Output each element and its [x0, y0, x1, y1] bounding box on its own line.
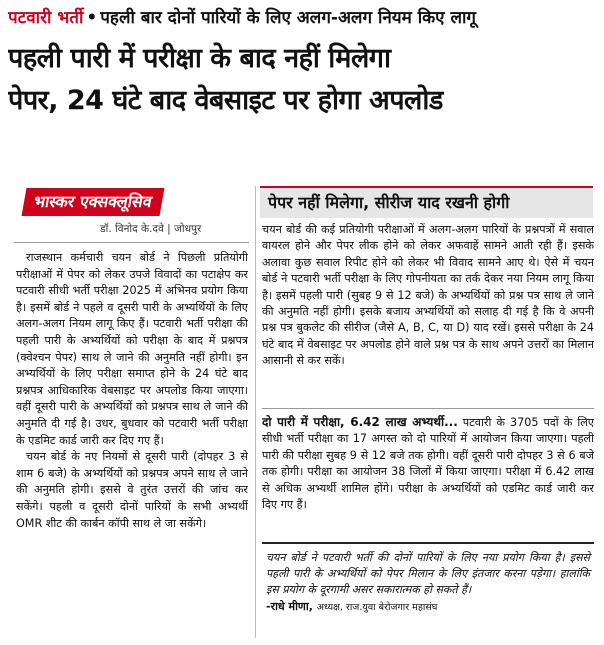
- quote-author: -राधे मीणा,: [266, 600, 313, 613]
- headline-line-1: पहली पारी में परीक्षा के बाद नहीं मिलेगा: [8, 43, 391, 74]
- quote-box: [262, 542, 594, 645]
- right-divider: [262, 408, 594, 409]
- quote-author-line: [262, 599, 594, 614]
- right-column-1: [262, 222, 594, 404]
- left-column: [16, 250, 248, 638]
- kicker-line: [8, 4, 598, 32]
- left-paragraph-2: चयन बोर्ड के नए नियमों से दूसरी पारी (दोपहर 3 से शाम 6 बजे) के अभ्यर्थियों को प्रश्नपत्र अपने साथ ले जाने की अनुमति होगी। इससे वे तुरंत उत्तरों की जांच कर सकेंगे। पहली व दूसरी दोनों पारियों के सभी अभ्यर्थी OMR शीट की कार्बन कॉपी साथ ले जा सकेंगे।: [16, 450, 248, 530]
- column-divider: [255, 186, 256, 638]
- right-paragraph-2: [262, 414, 594, 513]
- right-paragraph-1: चयन बोर्ड की कई प्रतियोगी परीक्षाओं में अलग-अलग पारियों के प्रश्नपत्रों में सवाल वायरल होने और पेपर लीक होने को लेकर अफवाहें सामने आती रही हैं। इसके अलावा कुछ सवाल रिपीट होने को लेकर भी विवाद सामने आए थे। ऐसे में चयन बोर्ड ने पटवारी भर्ती परीक्षा के लिए गोपनीयता का तर्क देकर नया नियम लागू किया है। इसमें पहली पारी (सुबह 9 से 12 बजे) के अभ्यर्थियों को प्रश्न पत्र साथ ले जाने की अनुमति नहीं होगी। इसके बजाय अभ्यर्थियों को सलाह दी गई है कि वे अपनी प्रश्न पत्र बुकलेट की सीरीज (जैसे A, B, C, या D) याद रखें। इससे परीक्षा के 24 घंटे बाद में वेबसाइट पर अपलोड होने वाले प्रश्न पत्र के साथ अपने उत्तरों का मिलान आसानी से कर सकें।: [262, 223, 594, 368]
- quote-text: चयन बोर्ड ने पटवारी भर्ती की दोनों पारियों के लिए नया प्रयोग किया है। इससे पहली पारी के अभ्यर्थियों को पेपर मिलान के लिए इंतजार करना पड़ेगा। हालांकि इस प्रयोग के दूरगामी असर सकारात्मक हो सकते हैं।: [266, 551, 590, 596]
- left-paragraph-1: राजस्थान कर्मचारी चयन बोर्ड ने पिछली प्रतियोगी परीक्षाओं में पेपर को लेकर उपजे विवादों का पटाक्षेप कर पटवारी सीधी भर्ती परीक्षा 2025 में अभिनव प्रयोग किया है। इसमें बोर्ड ने पहले व दूसरी पारी के अभ्यर्थियों के लिए अलग-अलग नियम लागू किए हैं। पटवारी भर्ती परीक्षा की पहली पारी के अभ्यर्थियों को परीक्षा के बाद में प्रश्नपत्र (क्वेश्चन पेपर) साथ ले जाने की अनुमति नहीं होगी। इन अभ्यर्थियों के लिए परीक्षा समाप्त होने के 24 घंटे बाद प्रश्नपत्र आधिकारिक वेबसाइट पर अपलोड किया जाएगा। वहीं दूसरी पारी के अभ्यर्थियों को प्रश्नपत्र साथ ले जाने की अनुमति दी गई है। उधर, बुधवार को पटवारी भर्ती परीक्षा के एडमिट कार्ड जारी कर दिए गए हैं।: [16, 251, 248, 447]
- kicker-separator: •: [86, 8, 98, 28]
- headline: [8, 38, 600, 122]
- right-subhead: पेपर नहीं मिलेगा, सीरीज याद रखनी होगी: [268, 193, 510, 212]
- byline: डॉ. विनोद के.दवे | जोधपुर: [100, 223, 202, 235]
- right-column-2: [262, 414, 594, 536]
- exclusive-badge-wrap: [14, 186, 246, 220]
- headline-line-2: पेपर, 24 घंटे बाद वेबसाइट पर होगा अपलोड: [8, 85, 443, 116]
- right-subhead-box: [260, 186, 593, 218]
- left-divider: [14, 242, 249, 243]
- quote-author-role: अध्यक्ष, राज.युवा बेरोजगार महासंघ: [316, 602, 438, 613]
- section-label: पटवारी भर्ती: [8, 8, 84, 28]
- right-paragraph-2-lead: दो पारी में परीक्षा, 6.42 लाख अभ्यर्थी...: [262, 415, 458, 429]
- right-paragraph-2-text: पटवारी के 3705 पदों के लिए सीधी भर्ती परीक्षा का 17 अगस्त को दो पारियों में आयोजन किया जाएगा। पहली पारी की परीक्षा सुबह 9 से 12 बजे तक होगी। वहीं दूसरी पारी दोपहर 3 से 6 बजे तक होगी। परीक्षा का आयोजन 38 जिलों में किया जाएगा। परीक्षा में 6.42 लाख से अधिक अभ्यर्थी शामिल होंगे। परीक्षा के अभ्यर्थियों को एडमिट कार्ड जारी कर दिए गए हैं।: [262, 416, 594, 512]
- exclusive-badge: भास्कर एक्सक्लूसिव: [22, 188, 165, 216]
- kicker-text: पहली बार दोनों पारियों के लिए अलग-अलग नियम किए लागू: [100, 8, 477, 28]
